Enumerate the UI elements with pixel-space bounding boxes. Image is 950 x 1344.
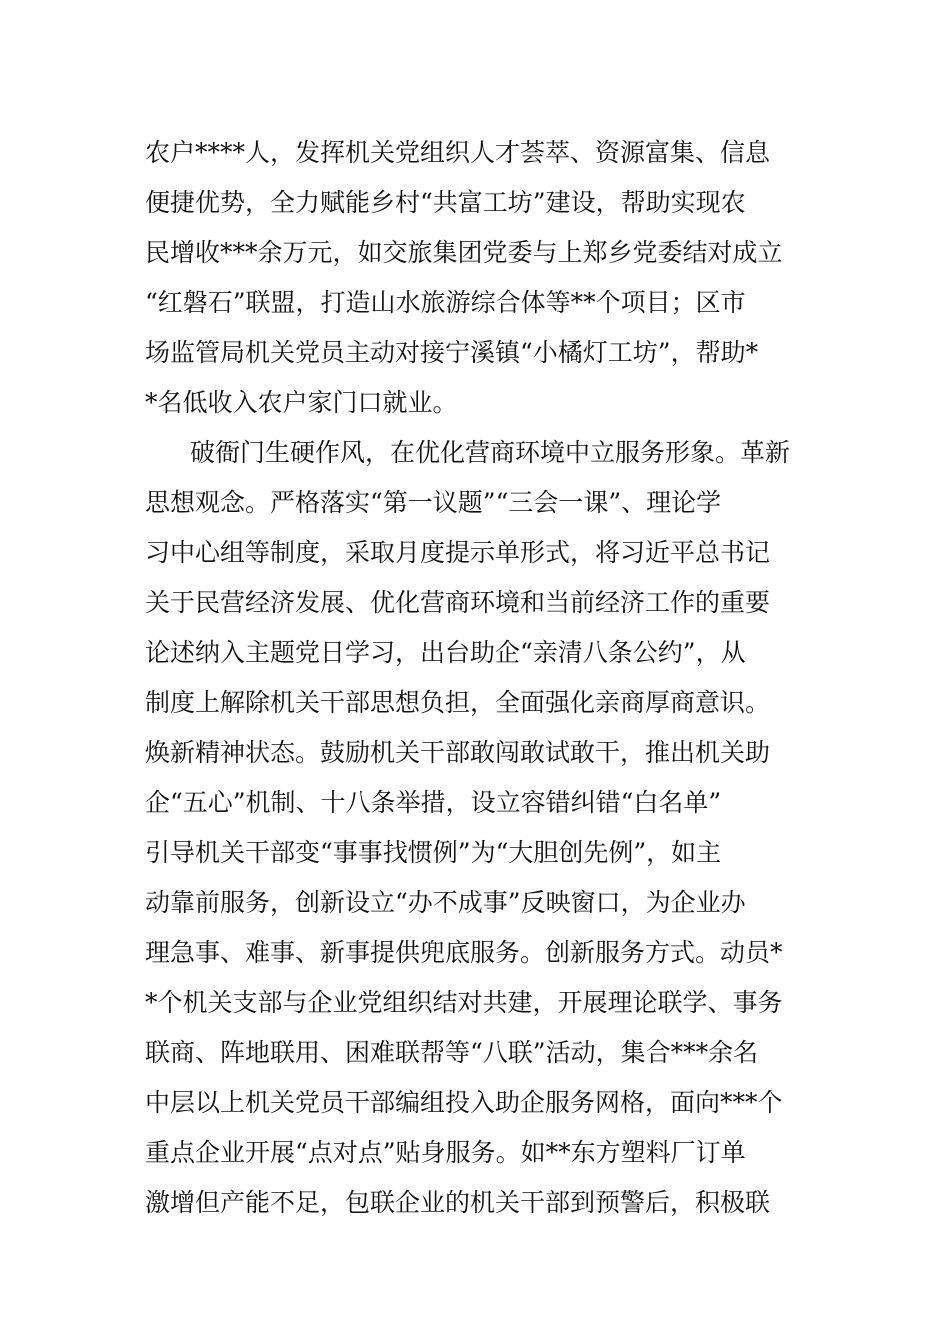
text-line: 制度上解除机关干部思想负担，全面强化亲商厚商意识。 (145, 688, 771, 717)
text-line: 企“五心”机制、十八条举措，设立容错纠错“白名单” (145, 788, 722, 817)
text-line: 便捷优势，全力赋能乡村“共富工坊”建设，帮助实现农 (145, 188, 746, 217)
text-line: 中层以上机关党员干部编组投入助企服务网格，面向***个 (145, 1088, 783, 1117)
text-line: 激增但产能不足，包联企业的机关干部到预警后，积极联 (145, 1188, 771, 1217)
paragraph-2 (145, 428, 810, 1228)
text-line: 理急事、难事、新事提供兜底服务。创新服务方式。动员* (145, 938, 783, 967)
text-line: 论述纳入主题党日学习，出台助企“亲清八条公约”，从 (145, 638, 746, 667)
text-line: 引导机关干部变“事事找惯例”为“大胆创先例”，如主 (145, 838, 722, 867)
text-line: 农户****人，发挥机关党组织人才荟萃、资源富集、信息 (145, 138, 771, 167)
document-body (145, 128, 810, 1228)
text-line: 重点企业开展“点对点”贴身服务。如**东方塑料厂订单 (145, 1138, 746, 1167)
text-line: 联商、阵地联用、困难联帮等“八联”活动，集合***余名 (145, 1038, 759, 1067)
text-line: 动靠前服务，创新设立“办不成事”反映窗口，为企业办 (145, 888, 746, 917)
text-line: *个机关支部与企业党组织结对共建，开展理论联学、事务 (145, 988, 783, 1017)
text-line: 场监管局机关党员主动对接宁溪镇“小橘灯工坊”，帮助* (145, 338, 759, 367)
text-line: *名低收入农户家门口就业。 (145, 388, 458, 417)
text-line: 思想观念。严格落实“第一议题”“三会一课”、理论学 (145, 488, 722, 517)
text-line: 焕新精神状态。鼓励机关干部敢闯敢试敢干，推出机关助 (145, 738, 771, 767)
text-line: 关于民营经济发展、优化营商环境和当前经济工作的重要 (145, 588, 771, 617)
paragraph-1 (145, 128, 810, 428)
text-line: 习中心组等制度，采取月度提示单形式，将习近平总书记 (145, 538, 771, 567)
text-line: “红磐石”联盟，打造山水旅游综合体等**个项目；区市 (145, 288, 746, 317)
text-line: 破衙门生硬作风，在优化营商环境中立服务形象。革新 (190, 438, 791, 467)
text-line: 民增收***余万元，如交旅集团党委与上郑乡党委结对成立 (145, 238, 783, 267)
